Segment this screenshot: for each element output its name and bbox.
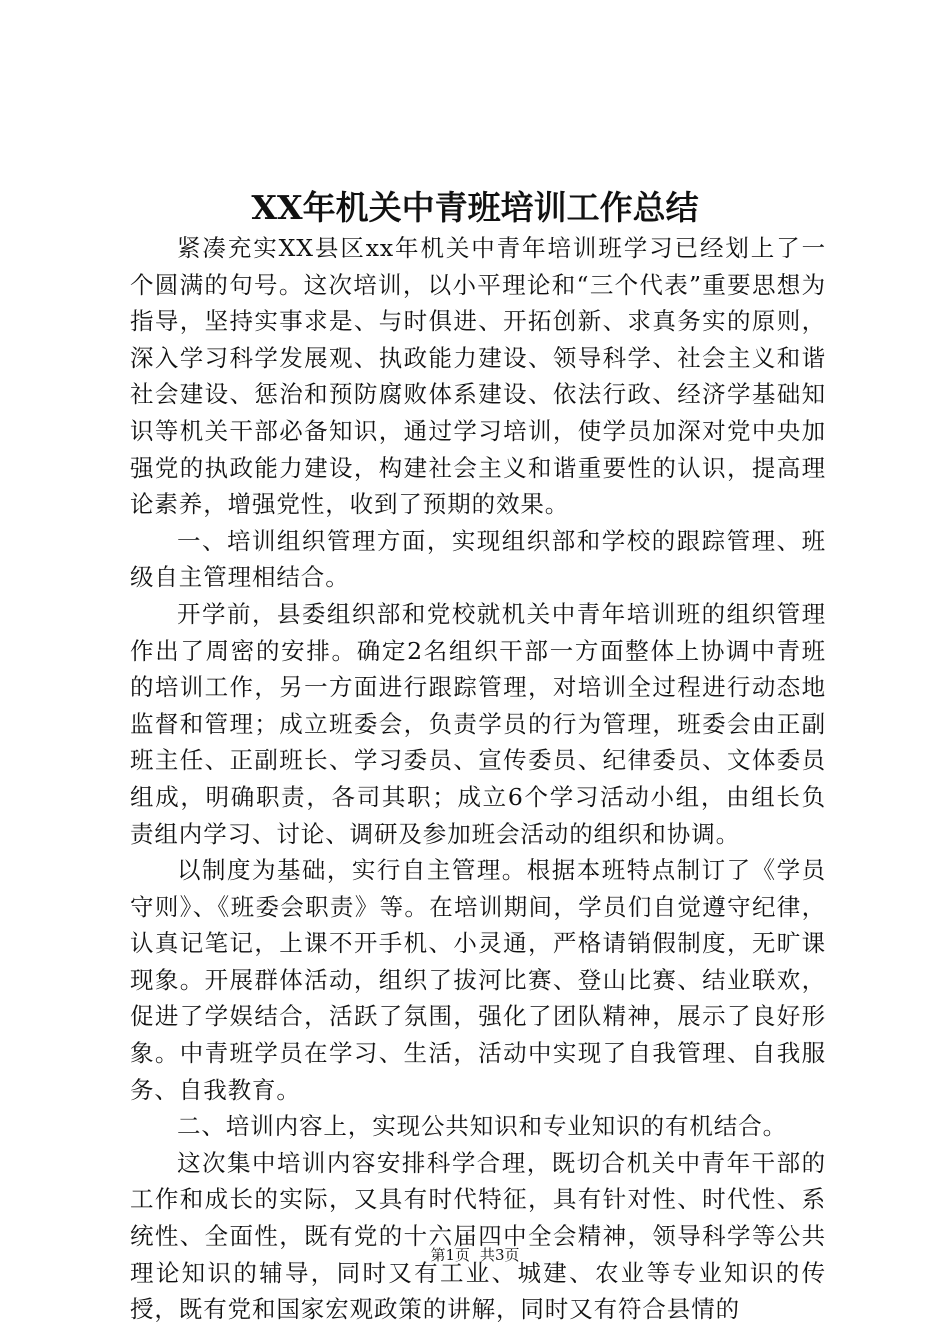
- page-footer: [0, 1244, 950, 1266]
- page-number: 第1页: [430, 1246, 470, 1264]
- paragraph-organization: 开学前，县委组织部和党校就机关中青年培训班的组织管理作出了周密的安排。确定2名组织干部一方面整体上协调中青班的培训工作，另一方面进行跟踪管理，对培训全过程进行动态地监督和管理；成立班委会，负责学员的行为管理，班委会由正副班主任、正副班长、学习委员、宣传委员、纪律委员、文体委员组成，明确职责，各司其职；成立6个学习活动小组，由组长负责组内学习、讨论、调研及参加班会活动的组织和协调。: [130, 599, 826, 848]
- paragraph-section-two-heading: 二、培训内容上，实现公共知识和专业知识的有机结合。: [177, 1112, 787, 1141]
- page-total: 共3页: [480, 1246, 520, 1264]
- document-body: [130, 230, 826, 1328]
- document-title: XX年机关中青班培训工作总结: [251, 188, 699, 227]
- paragraph-intro: 紧凑充实XX县区xx年机关中青年培训班学习已经划上了一个圆满的句号。这次培训，以小平理论和“三个代表”重要思想为指导，坚持实事求是、与时俱进、开拓创新、求真务实的原则，深入学习科学发展观、执政能力建设、领导科学、社会主义和谐社会建设、惩治和预防腐败体系建设、依法行政、经济学基础知识等机关干部必备知识，通过学习培训，使学员加深对党中央加强党的执政能力建设，构建社会主义和谐重要性的认识，提高理论素养，增强党性，收到了预期的效果。: [130, 234, 826, 519]
- paragraph-section-one-heading: 一、培训组织管理方面，实现组织部和学校的跟踪管理、班级自主管理相结合。: [130, 526, 826, 592]
- paragraph-content: 这次集中培训内容安排科学合理，既切合机关中青年干部的工作和成长的实际，又具有时代特征，具有针对性、时代性、系统性、全面性，既有党的十六届四中全会精神，领导科学等公共理论知识的辅导，同时又有工业、城建、农业等专业知识的传授，既有党和国家宏观政策的讲解，同时又有符合县情的: [130, 1148, 826, 1324]
- paragraph-self-management: 以制度为基础，实行自主管理。根据本班特点制订了《学员守则》、《班委会职责》等。在培训期间，学员们自觉遵守纪律，认真记笔记，上课不开手机、小灵通，严格请销假制度，无旷课现象。开展群体活动，组织了拔河比赛、登山比赛、结业联欢，促进了学娱结合，活跃了氛围，强化了团队精神，展示了良好形象。中青班学员在学习、生活，活动中实现了自我管理、自我服务、自我教育。: [130, 856, 826, 1104]
